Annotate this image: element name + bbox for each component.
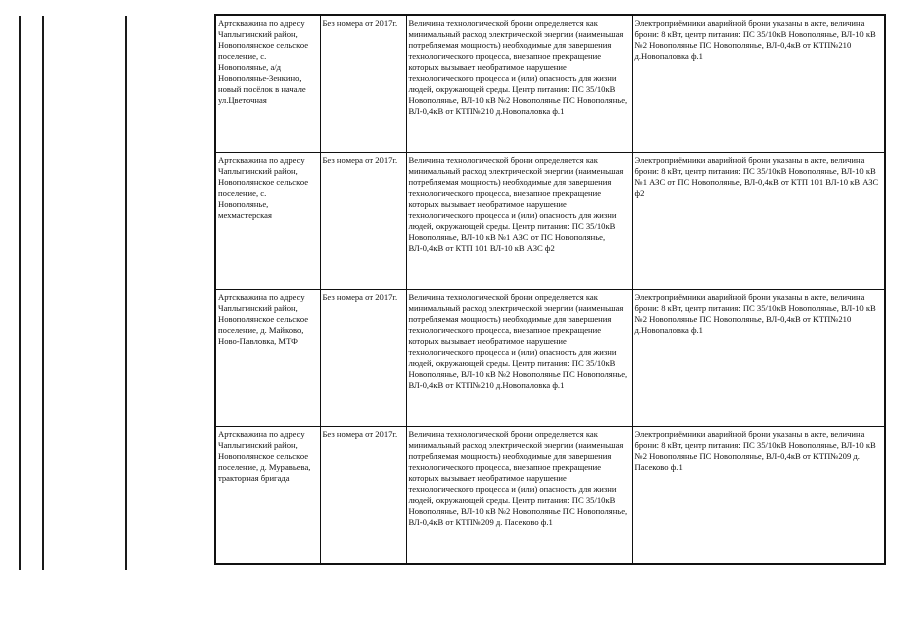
table-row bbox=[215, 427, 885, 565]
document-number-cell: Без номера от 2017г. bbox=[320, 290, 406, 427]
reservation-description-cell: Величина технологической брони определяется как минимальный расход электрической энергии (наименьшая потребляемая мощность) необходимые для завершения технологического процесса, внезапное прекращение которых вызывает необратимое нарушение технологического процесса и (или) опасность для жизни людей, окружающей среды. Центр питания: ПС 35/10кВ Новополянье, ВЛ-10 кВ №2 Новополянье ПС Новополянье, ВЛ-0,4кВ от КТП№210 д.Новопаловка ф.1 bbox=[406, 15, 632, 153]
table-row bbox=[215, 290, 885, 427]
table-row bbox=[215, 15, 885, 153]
receivers-cell: Электроприёмники аварийной брони указаны в акте, величина брони: 8 кВт, центр питания: ПС 35/10кВ Новополянье, ВЛ-10 кВ №2 Новополянье ПС Новополянье, ВЛ-0,4кВ от КТП№210 д.Новопаловка ф.1 bbox=[632, 15, 885, 153]
column-divider-1 bbox=[19, 16, 21, 570]
table-row bbox=[215, 153, 885, 290]
object-address-cell: Артскважина по адресу Чаплыгинский район, Новополянское сельское поселение, с. Новополянье, а/д Новополянье-Зенкино, новый посёлок в начале ул.Цветочная bbox=[215, 15, 320, 153]
object-address-cell: Артскважина по адресу Чаплыгинский район, Новополянское сельское поселение, д. Майково, Ново-Павловка, МТФ bbox=[215, 290, 320, 427]
document-number-cell: Без номера от 2017г. bbox=[320, 15, 406, 153]
reservation-description-cell: Величина технологической брони определяется как минимальный расход электрической энергии (наименьшая потребляемая мощность) необходимые для завершения технологического процесса, внезапное прекращение которых вызывает необратимое нарушение технологического процесса и (или) опасность для жизни людей, окружающей среды. Центр питания: ПС 35/10кВ Новополянье, ВЛ-10 кВ №2 Новополянье ПС Новополянье, ВЛ-0,4кВ от КТП№210 д.Новопаловка ф.1 bbox=[406, 290, 632, 427]
document-number-cell: Без номера от 2017г. bbox=[320, 153, 406, 290]
receivers-cell: Электроприёмники аварийной брони указаны в акте, величина брони: 8 кВт, центр питания: ПС 35/10кВ Новополянье, ВЛ-10 кВ №2 Новополянье ПС Новополянье, ВЛ-0,4кВ от КТП№210 д.Новопаловка ф.1 bbox=[632, 290, 885, 427]
column-divider-2 bbox=[42, 16, 44, 570]
receivers-cell: Электроприёмники аварийной брони указаны в акте, величина брони: 8 кВт, центр питания: ПС 35/10кВ Новополянье, ВЛ-10 кВ №2 Новополянье ПС Новополянье, ВЛ-0,4кВ от КТП№209 д. Пасеково ф.1 bbox=[632, 427, 885, 565]
receivers-cell: Электроприёмники аварийной брони указаны в акте, величина брони: 8 кВт, центр питания: ПС 35/10кВ Новополянье, ВЛ-10 кВ №1 АЗС от ПС Новополянье, ВЛ-0,4кВ от КТП 101 ВЛ-10 кВ АЗС ф2 bbox=[632, 153, 885, 290]
reservation-description-cell: Величина технологической брони определяется как минимальный расход электрической энергии (наименьшая потребляемая мощность) необходимые для завершения технологического процесса, внезапное прекращение которых вызывает необратимое нарушение технологического процесса и (или) опасность для жизни людей, окружающей среды. Центр питания: ПС 35/10кВ Новополянье, ВЛ-10 кВ №1 АЗС от ПС Новополянье, ВЛ-0,4кВ от КТП 101 ВЛ-10 кВ АЗС ф2 bbox=[406, 153, 632, 290]
document-number-cell: Без номера от 2017г. bbox=[320, 427, 406, 565]
object-address-cell: Артскважина по адресу Чаплыгинский район, Новополянское сельское поселение, с. Новополянье, мехмастерская bbox=[215, 153, 320, 290]
reservation-table bbox=[214, 14, 886, 565]
column-divider-3 bbox=[125, 16, 127, 570]
object-address-cell: Артскважина по адресу Чаплыгинский район, Новополянское сельское поселение, д. Муравьева, тракторная бригада bbox=[215, 427, 320, 565]
reservation-description-cell: Величина технологической брони определяется как минимальный расход электрической энергии (наименьшая потребляемая мощность) необходимые для завершения технологического процесса, внезапное прекращение которых вызывает необратимое нарушение технологического процесса и (или) опасность для жизни людей, окружающей среды. Центр питания: ПС 35/10кВ Новополянье, ВЛ-10 кВ №2 Новополянье ПС Новополянье, ВЛ-0,4кВ от КТП№209 д. Пасеково ф.1 bbox=[406, 427, 632, 565]
